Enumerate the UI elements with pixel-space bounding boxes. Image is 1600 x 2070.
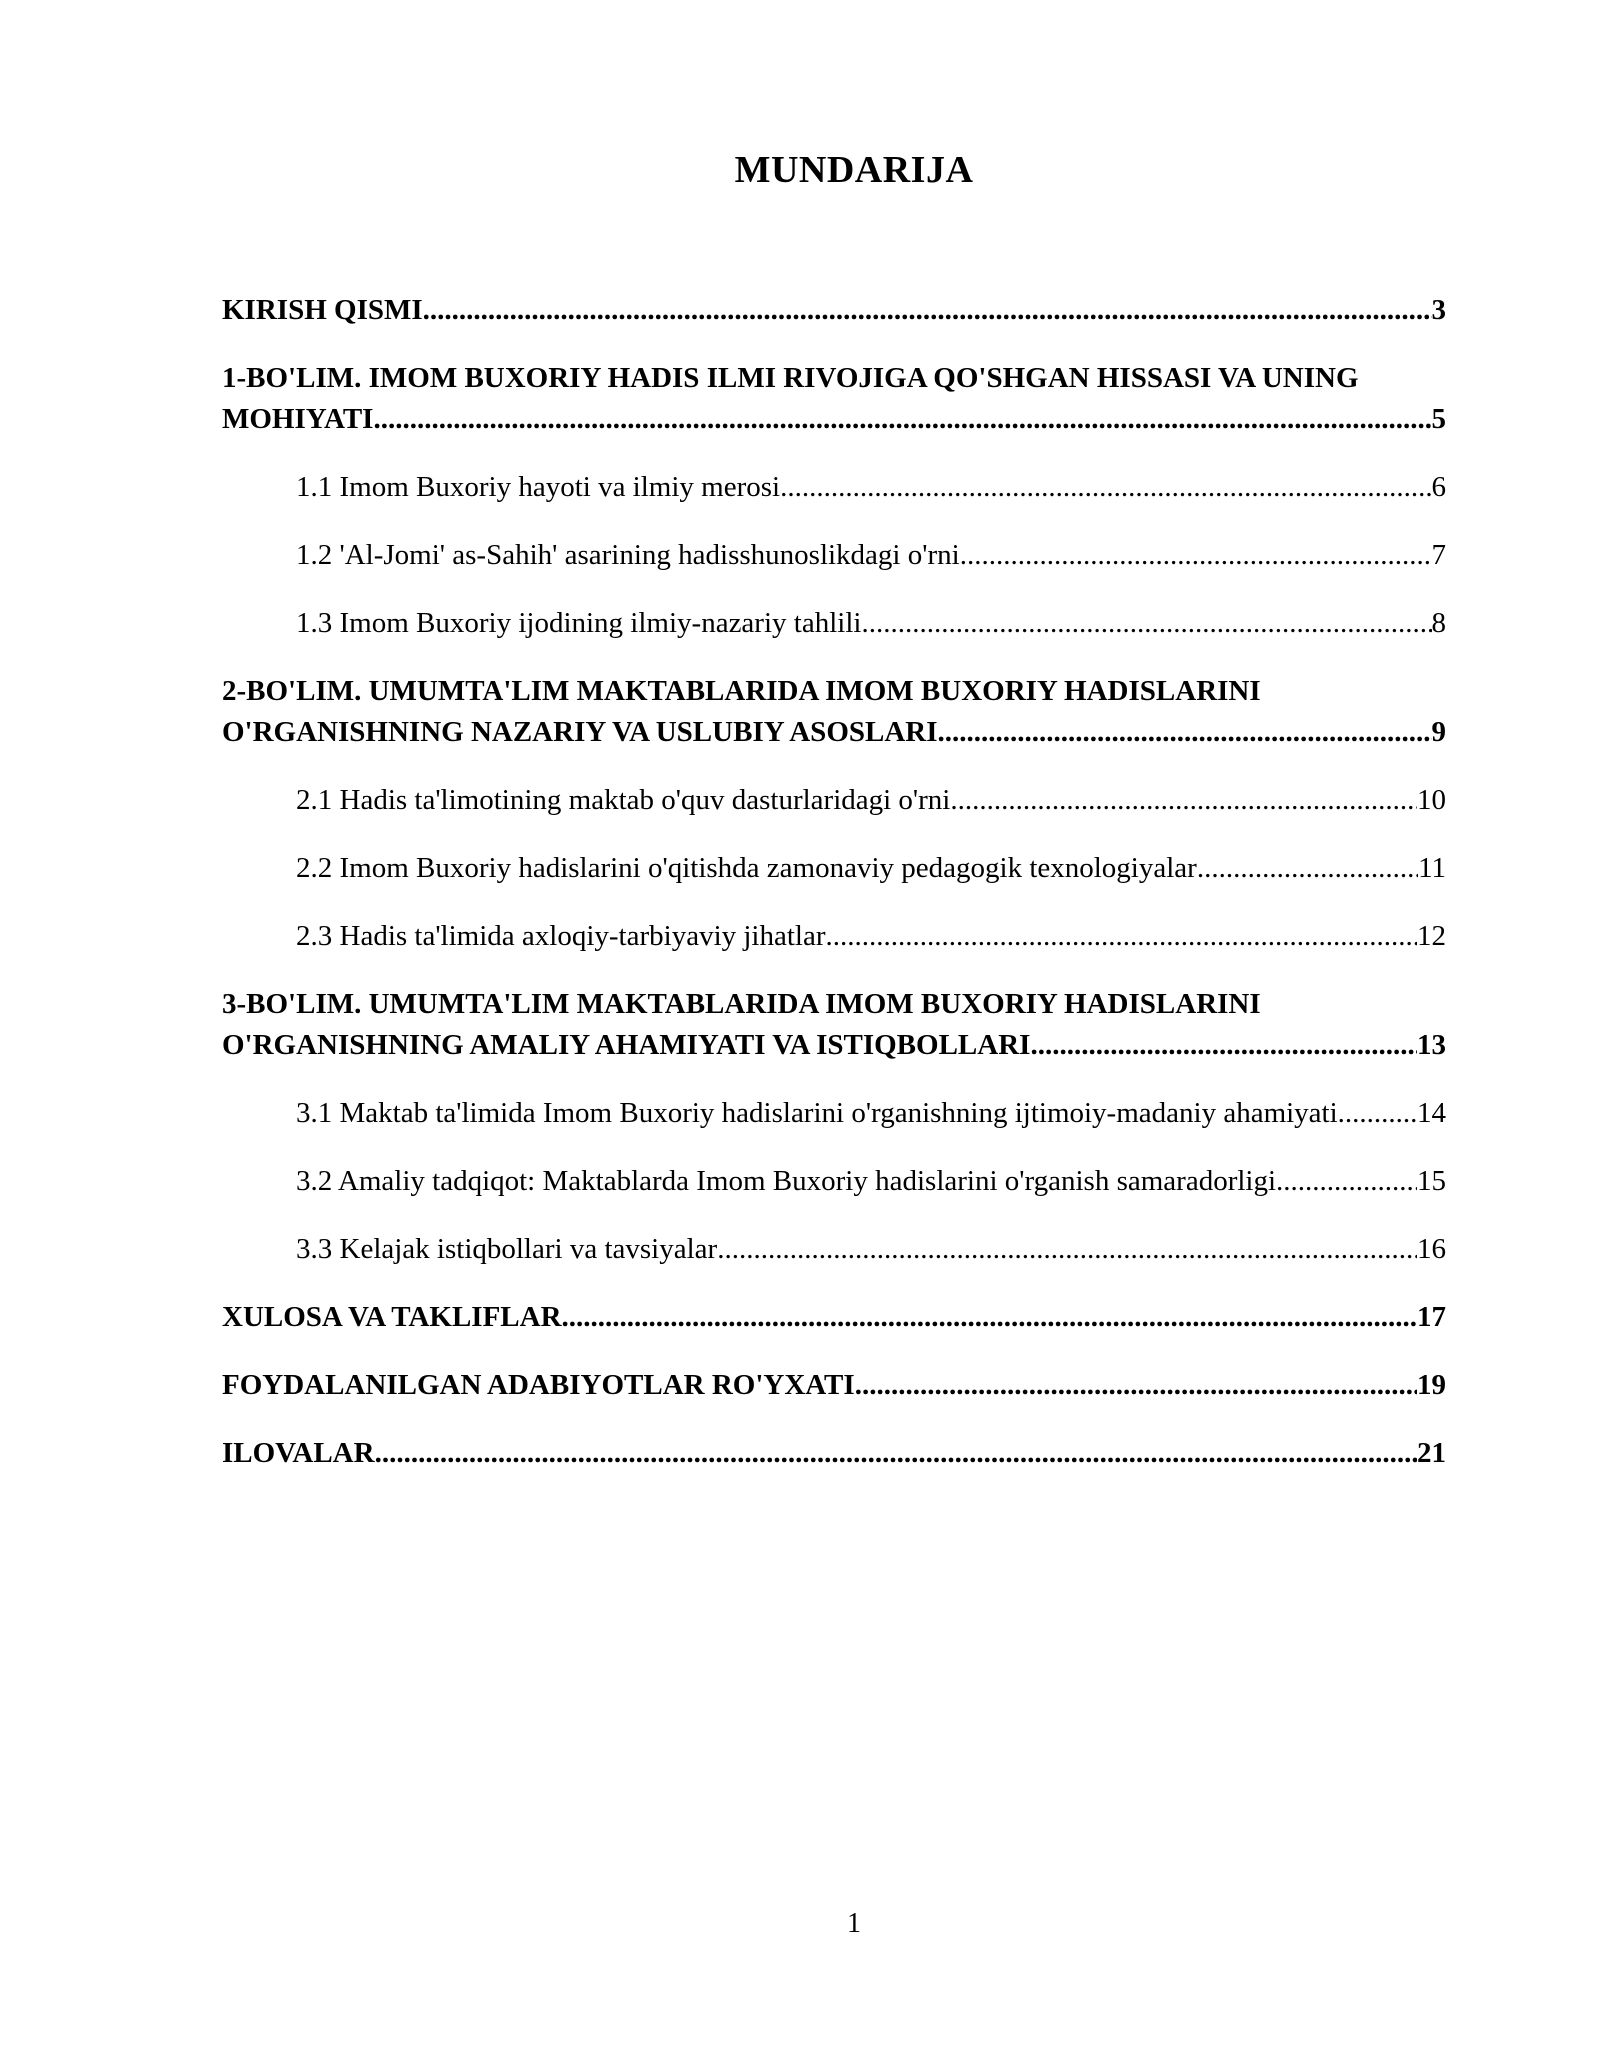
toc-leader-dots — [423, 290, 1432, 331]
toc-entry-title: 1.3 Imom Buxoriy ijodining ilmiy-nazariy tahlili — [296, 607, 862, 639]
toc-entry-title-line1: 3-BO'LIM. UMUMTA'LIM MAKTABLARIDA IMOM BUXORIY HADISLARINI — [222, 988, 1261, 1020]
toc-entry-page: 17 — [1417, 1301, 1446, 1333]
toc-entry-3-3[interactable] — [222, 1229, 1446, 1270]
toc-entry-title: 3.1 Maktab ta'limida Imom Buxoriy hadislarini o'rganishning ijtimoiy-madaniy ahamiyati — [296, 1097, 1338, 1129]
toc-entry-page: 11 — [1418, 852, 1446, 884]
toc-entry-page: 10 — [1417, 784, 1446, 816]
toc-entry-title: MOHIYATI — [222, 403, 374, 435]
toc-leader-dots — [950, 780, 1417, 821]
page-title: MUNDARIJA — [734, 149, 974, 191]
toc-entry-page: 7 — [1431, 539, 1446, 571]
toc-leader-dots — [373, 399, 1431, 440]
toc-entry-ilovalar[interactable] — [222, 1433, 1446, 1474]
toc-entry-title: 2.2 Imom Buxoriy hadislarini o'qitishda zamonaviy pedagogik texnologiyalar — [296, 852, 1197, 884]
toc-entry-page: 8 — [1431, 607, 1446, 639]
toc-entry-1-1[interactable] — [222, 467, 1446, 508]
toc-entry-kirish[interactable] — [222, 290, 1446, 331]
toc-entry-title: 3.3 Kelajak istiqbollari va tavsiyalar — [296, 1233, 718, 1265]
toc-entry-2-3[interactable] — [222, 916, 1446, 957]
toc-entry-title-line1: 1-BO'LIM. IMOM BUXORIY HADIS ILMI RIVOJIGA QO'SHGAN HISSASI VA UNING — [222, 362, 1359, 394]
toc-entry-title: 2.3 Hadis ta'limida axloqiy-tarbiyaviy jihatlar — [296, 920, 826, 952]
toc-entry-section-3[interactable] — [222, 984, 1446, 1066]
toc-leader-dots — [780, 467, 1431, 508]
toc-entry-title: O'RGANISHNING NAZARIY VA USLUBIY ASOSLARI — [222, 716, 938, 748]
toc-entry-title: XULOSA VA TAKLIFLAR — [222, 1301, 562, 1333]
toc-leader-dots — [960, 535, 1432, 576]
toc-entry-page: 21 — [1417, 1437, 1446, 1469]
toc-leader-dots — [855, 1365, 1417, 1406]
toc-entry-section-2[interactable] — [222, 671, 1446, 753]
toc-leader-dots — [1338, 1093, 1417, 1134]
toc-entry-title: 1.2 'Al-Jomi' as-Sahih' asarining hadisshunoslikdagi o'rni — [296, 539, 960, 571]
toc-entry-page: 6 — [1431, 471, 1446, 503]
toc-entry-adabiyotlar[interactable] — [222, 1365, 1446, 1406]
toc-leader-dots — [861, 603, 1431, 644]
toc-entry-1-2[interactable] — [222, 535, 1446, 576]
toc-entry-page: 3 — [1431, 294, 1446, 326]
toc-entry-1-3[interactable] — [222, 603, 1446, 644]
toc-entry-xulosa[interactable] — [222, 1297, 1446, 1338]
toc-entry-title: O'RGANISHNING AMALIY AHAMIYATI VA ISTIQBOLLARI — [222, 1029, 1031, 1061]
toc-leader-dots — [1030, 1025, 1417, 1066]
toc-leader-dots — [562, 1297, 1417, 1338]
toc-leader-dots — [1276, 1161, 1417, 1202]
toc-entry-2-2[interactable] — [222, 848, 1446, 889]
page-number: 1 — [847, 1908, 861, 1939]
table-of-contents — [222, 290, 1446, 1501]
toc-entry-title: ILOVALAR — [222, 1437, 375, 1469]
toc-leader-dots — [938, 712, 1432, 753]
toc-leader-dots — [1197, 848, 1418, 889]
toc-entry-page: 9 — [1431, 716, 1446, 748]
toc-entry-3-2[interactable] — [222, 1161, 1446, 1202]
toc-entry-title: 2.1 Hadis ta'limotining maktab o'quv dasturlaridagi o'rni — [296, 784, 951, 816]
toc-leader-dots — [826, 916, 1417, 957]
toc-entry-title: FOYDALANILGAN ADABIYOTLAR RO'YXATI — [222, 1369, 855, 1401]
toc-entry-title: 1.1 Imom Buxoriy hayoti va ilmiy merosi — [296, 471, 781, 503]
toc-entry-page: 15 — [1417, 1165, 1446, 1197]
toc-entry-page: 13 — [1417, 1029, 1446, 1061]
toc-entry-page: 16 — [1417, 1233, 1446, 1265]
toc-entry-page: 14 — [1417, 1097, 1446, 1129]
toc-entry-page: 5 — [1431, 403, 1446, 435]
toc-entry-title: 3.2 Amaliy tadqiqot: Maktablarda Imom Buxoriy hadislarini o'rganish samaradorligi — [296, 1165, 1277, 1197]
toc-entry-2-1[interactable] — [222, 780, 1446, 821]
toc-leader-dots — [375, 1433, 1417, 1474]
toc-entry-3-1[interactable] — [222, 1093, 1446, 1134]
toc-entry-title-line1: 2-BO'LIM. UMUMTA'LIM MAKTABLARIDA IMOM BUXORIY HADISLARINI — [222, 675, 1261, 707]
toc-leader-dots — [717, 1229, 1417, 1270]
toc-entry-section-1[interactable] — [222, 358, 1446, 440]
toc-entry-title: KIRISH QISMI — [222, 294, 423, 326]
toc-entry-page: 19 — [1417, 1369, 1446, 1401]
toc-entry-page: 12 — [1417, 920, 1446, 952]
